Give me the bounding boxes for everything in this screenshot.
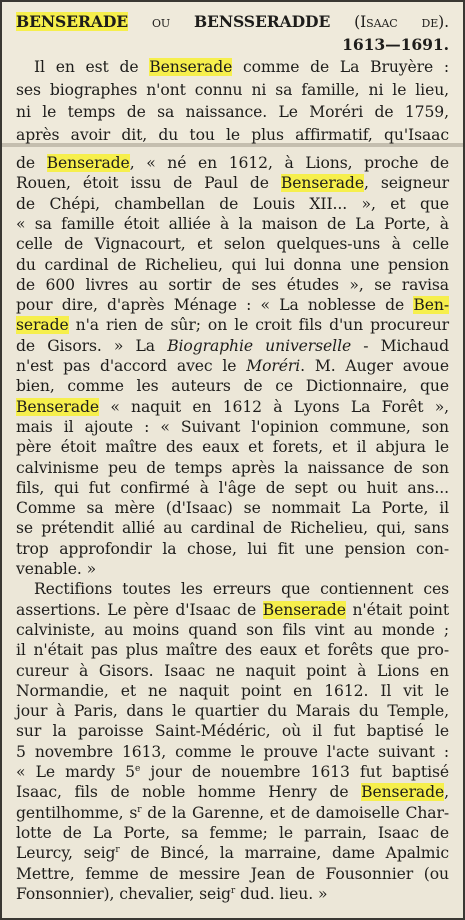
text-line: Leurcy, seig$^r$ de Bincé, la marraine, dame Apalmic	[16, 844, 449, 863]
text-line: ni le temps de sa naissance. Le Moréri de 1759,	[16, 103, 449, 121]
text-line: pour dire, d'après Ménage : « La noblesse de Ben-	[16, 296, 449, 315]
text-line: père étoit maître des eaux et forets, et il abjura le	[16, 438, 449, 457]
text-line: n'est pas d'accord avec le Moréri. M. Auger avoue	[16, 357, 449, 375]
text-line: il n'était pas plus maître des eaux et forêts que pro-	[16, 641, 449, 660]
text-line: gentilhomme, $s^r$ de la Garenne, et de damoiselle Char-	[16, 803, 449, 822]
text-line: de Benserade, « né en 1612, à Lions, proche de	[16, 154, 449, 172]
text-line: celle de Vignacourt, et selon quelques-uns à celle	[16, 235, 449, 254]
text-line: Rectifions toutes les erreurs que contiennent ces	[34, 580, 449, 599]
text-line: Fonsonnier), chevalier, seig$^r$ dud. lieu. »	[16, 884, 328, 903]
text-line: Normandie, et ne naquit point en 1612. Il vit le	[16, 681, 449, 700]
text-line: jour à Paris, dans le quartier du Marais du Temple,	[16, 702, 449, 721]
text-line: venable. »	[16, 560, 97, 578]
text-line: bien, comme les auteurs de ce Dictionnaire, que	[16, 377, 449, 396]
text-line: sur la paroisse Saint-Médéric, où il fut baptisé le	[16, 722, 449, 741]
text-line: se prétendit allié au cardinal de Richelieu, qui, sans	[16, 519, 449, 538]
heading-name: BENSERADE	[16, 12, 129, 31]
text-line: de Chépi, chambellan de Louis XII... », et que	[16, 194, 449, 213]
text-line: après avoir dit, du tou le plus affirmatif, qu'Isaac	[16, 125, 449, 144]
text-line: assertions. Le père d'Isaac de Benserade n'était point	[16, 600, 449, 619]
text-line: Mettre, femme de messire Jean de Fousonnier (ou	[16, 864, 449, 883]
text-line: lotte de La Porte, sa femme; le parrain, Isaac de	[16, 823, 449, 842]
text-line: Rouen, étoit issu de Paul de Benserade, seigneur	[16, 174, 449, 193]
text-line: Comme sa mère (d'Isaac) se nommait La Porte, il	[16, 499, 449, 518]
entry-heading	[16, 10, 449, 33]
heading-given: (Isaac de).	[354, 13, 450, 31]
text-line: fils, qui fut confirmé à l'âge de sept ou huit ans...	[16, 478, 449, 497]
text-line: Il en est de Benserade comme de La Bruyère :	[34, 58, 449, 76]
heading-or: ou	[151, 13, 171, 31]
text-line: trop approfondir la chose, lui fit une pension con-	[16, 539, 449, 558]
text-line: serade n'a rien de sûr; on le croit fils d'un procureur	[16, 316, 449, 335]
text-line: « Le mardy 5e jour de nouembre 1613 fut baptisé	[16, 763, 449, 781]
text-line: Isaac, fils de noble homme Henry de Benserade,	[16, 783, 449, 802]
text-line: Benserade « naquit en 1612 à Lyons La Forêt »,	[16, 397, 449, 416]
text-line: ses biographes n'ont connu ni sa famille, ni le lieu,	[16, 80, 449, 99]
text-line: calviniste, au moins quand son fils vint au monde ;	[16, 620, 449, 639]
text-line: cureur à Gisors. Isaac ne naquit point à Lions en	[16, 661, 449, 680]
text-line: calvinisme peu de temps après la naissance de son	[16, 458, 449, 477]
text-line: de 600 livres au sortir de ses études », se ravisa	[16, 275, 449, 294]
entry-dates: 1613—1691.	[342, 35, 449, 54]
text-line: mais il ajoute : « Suivant l'opinion commune, son	[16, 417, 449, 436]
text-line: « sa famille étoit alliée à la maison de La Porte, à	[16, 214, 449, 233]
text-line: du cardinal de Richelieu, qui lui donna une pension	[16, 255, 449, 274]
heading-alt: BENSSERADDE	[193, 12, 331, 31]
text-line: 5 novembre 1613, comme le prouve l'acte suivant :	[16, 742, 449, 761]
text-line: de Gisors. » La Biographie universelle - Michaud	[16, 336, 449, 355]
